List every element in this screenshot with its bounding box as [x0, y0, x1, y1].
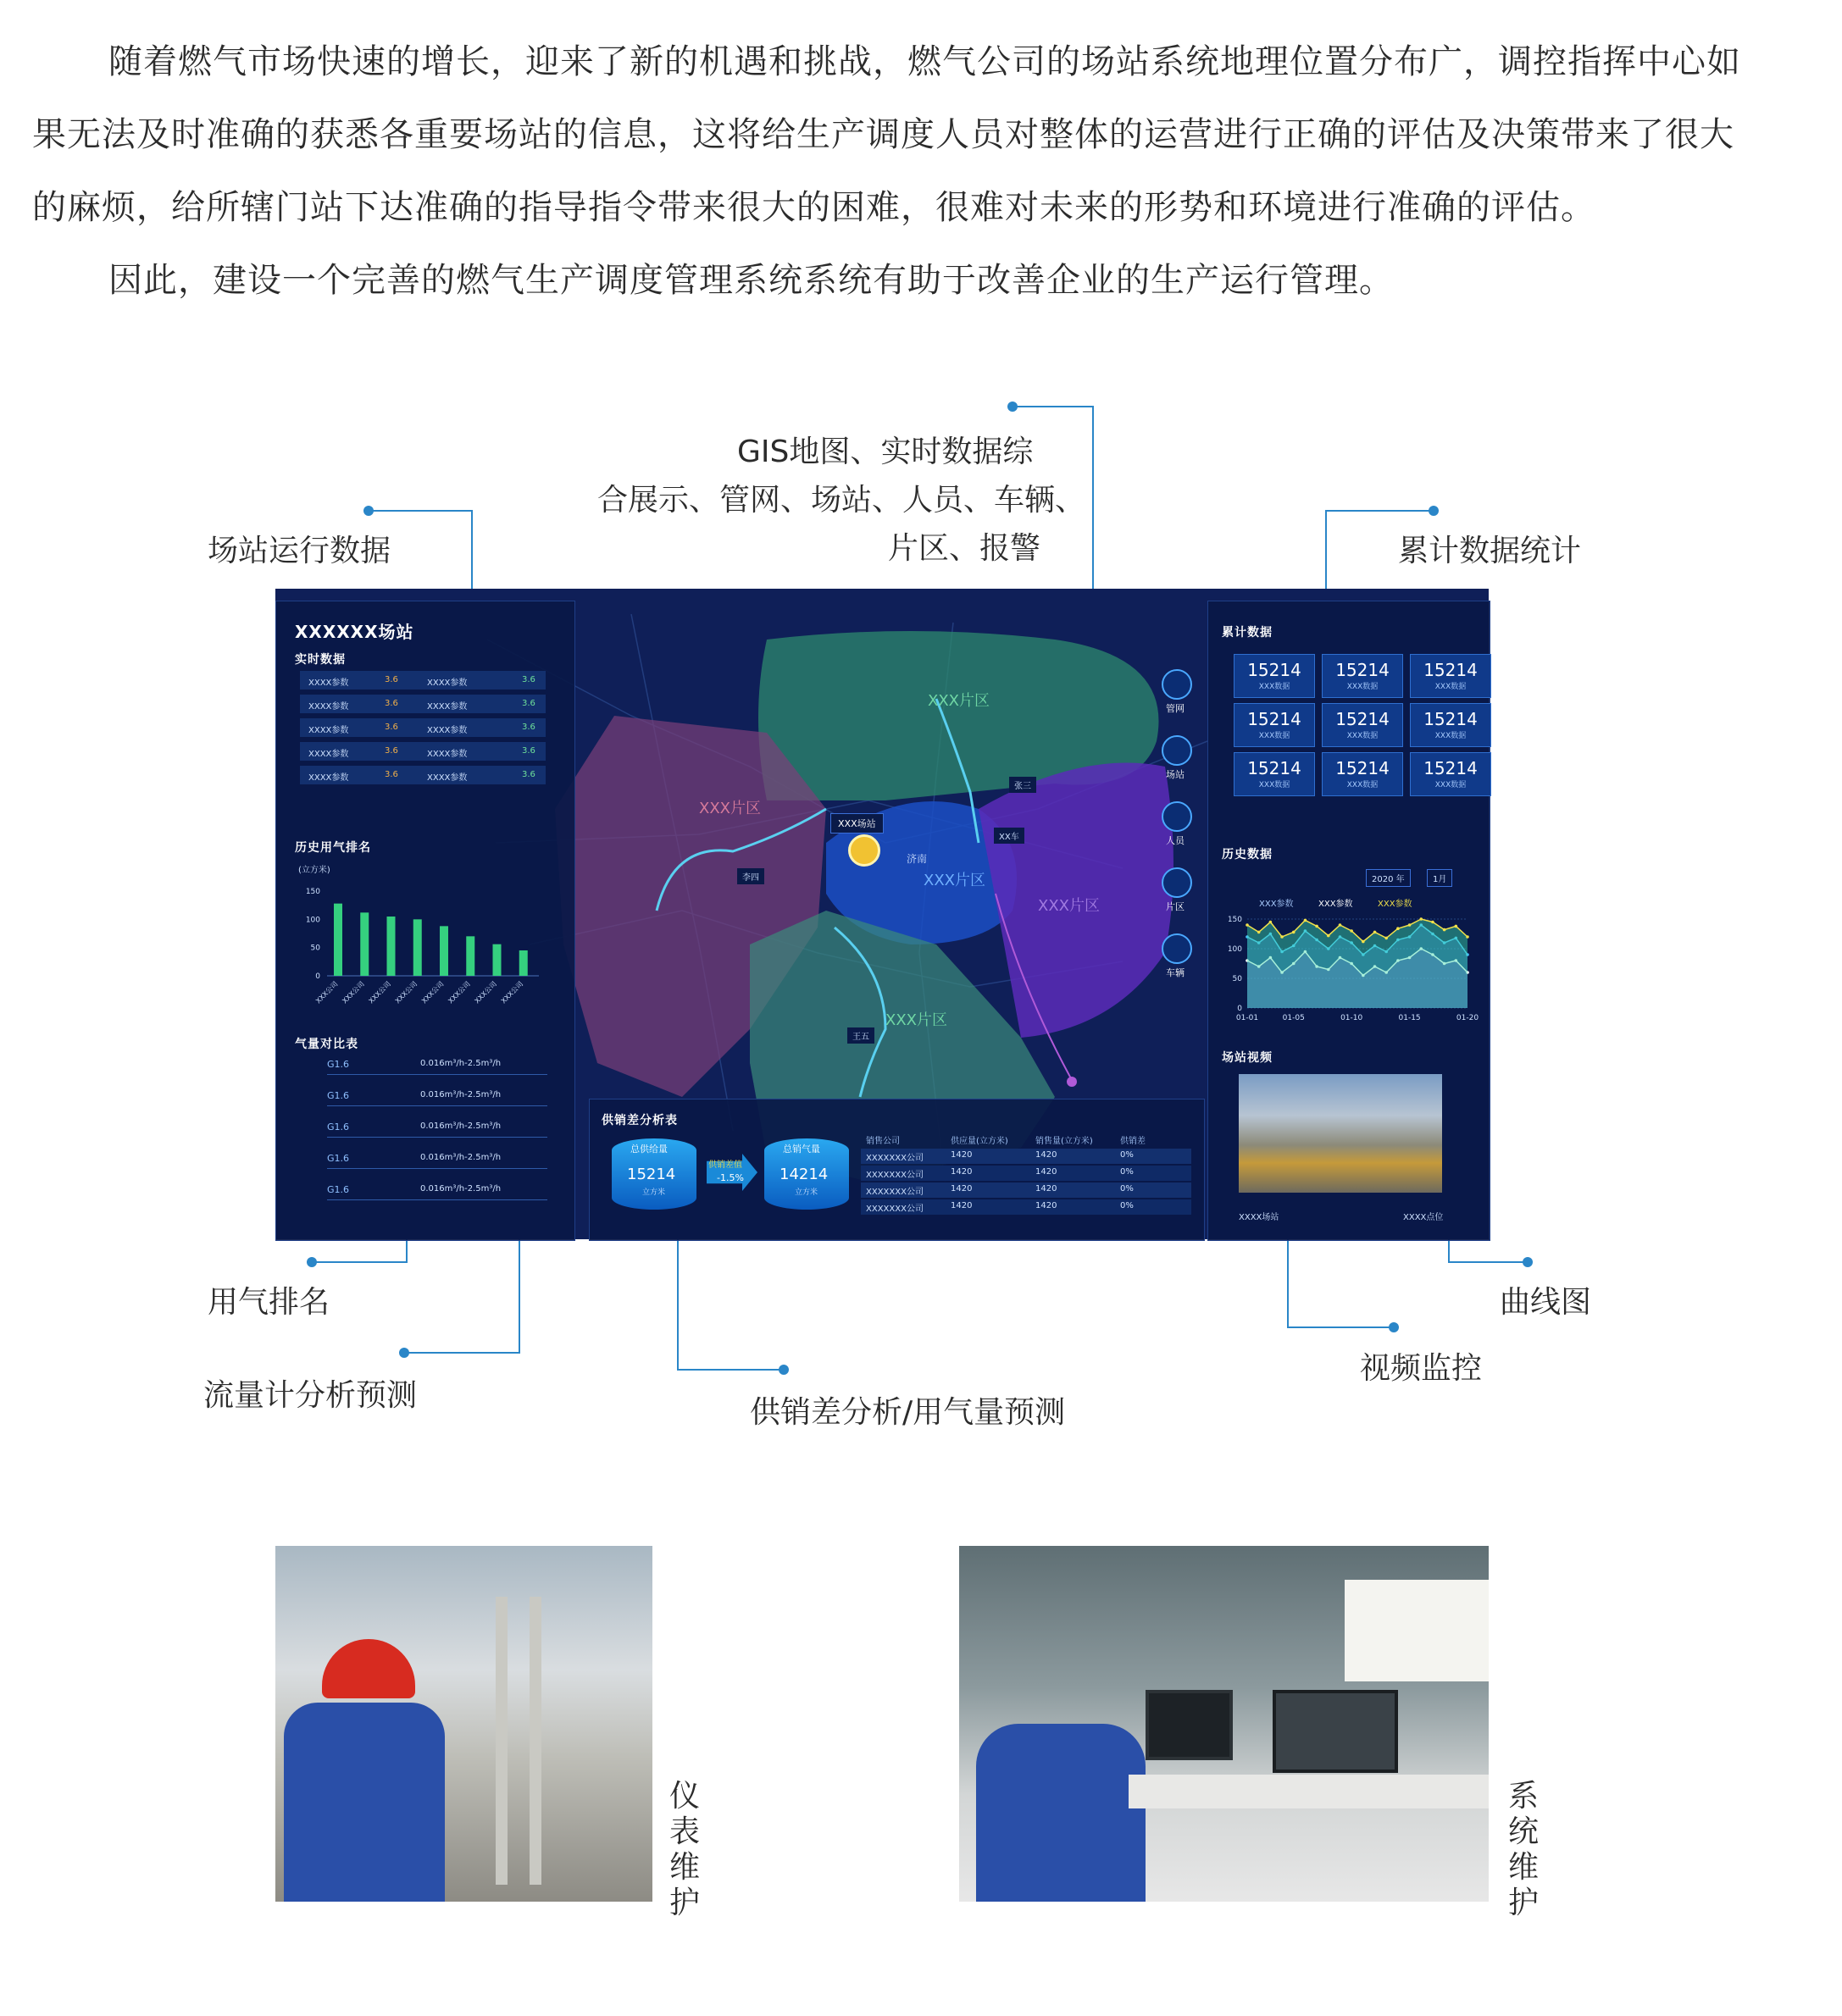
realtime-param: XXXX参数: [427, 773, 468, 783]
rank-x-tick: XXX公司: [367, 980, 392, 1005]
curve-point: [1327, 934, 1330, 938]
rank-y-tick: 0: [315, 972, 320, 981]
gas-range: 0.016m³/h-2.5m³/h: [420, 1090, 502, 1099]
gas-type: G1.6: [327, 1184, 350, 1195]
stat-label: XXX数据: [1258, 781, 1290, 789]
supply-table-cell: 1420: [1035, 1201, 1057, 1210]
gas-type: G1.6: [327, 1122, 350, 1133]
stat-value: 15214: [1247, 758, 1301, 778]
intro-paragraph-1: 随着燃气市场快速的增长，迎来了新的机遇和挑战，燃气公司的场站系统地理位置分布广，调控指挥中心如果无法及时准确的获悉各重要场站的信息，这将给生产调度人员对整体的运营进行正确的评估及决策带来了很大的麻烦，给所辖门站下达准确的指导指令带来很大的困难，很难对未来的形势和环境进行准确的评估。: [32, 42, 1741, 227]
curve-point: [1280, 935, 1284, 939]
stat-label: XXX数据: [1346, 781, 1379, 789]
rank-unit: (立方米): [298, 866, 330, 875]
gas-row-divider: [327, 1074, 547, 1075]
realtime-param: XXXX参数: [427, 726, 468, 735]
supply-panel: [589, 1099, 1205, 1241]
supply-table-header: 供销差: [1120, 1137, 1146, 1146]
right-panel: [1207, 601, 1490, 1241]
supply-unit: 立方米: [642, 1188, 666, 1197]
realtime-param: XXXX参数: [308, 773, 349, 783]
curve-point: [1396, 927, 1400, 930]
stat-value: 15214: [1423, 660, 1478, 680]
curve-x-tick: 01-01: [1235, 1014, 1259, 1022]
curve-y-tick: 100: [1227, 945, 1242, 954]
realtime-param: XXXX参数: [427, 702, 468, 712]
realtime-row: [300, 766, 546, 784]
realtime-value: 3.6: [522, 770, 535, 779]
intro-paragraph-2: 因此，建设一个完善的燃气生产调度管理系统系统有助于改善企业的生产运行管理。: [108, 261, 1394, 300]
curve-point: [1269, 921, 1273, 924]
history-line-chart: [1222, 908, 1479, 1027]
layer-button-label: 人员: [1166, 835, 1185, 846]
photo-instrument-maintenance: [275, 1546, 652, 1902]
map-person-3[interactable]: 张三: [1009, 777, 1036, 793]
callout-gis-1: GIS地图、实时数据综: [737, 435, 1034, 469]
supply-table-cell: 0%: [1120, 1150, 1134, 1160]
rank-bar: [387, 917, 396, 976]
realtime-param: XXXX参数: [427, 678, 468, 688]
photo-system-maintenance: [959, 1546, 1489, 1902]
map-vehicle-tag[interactable]: XX车: [994, 828, 1024, 844]
desk-shape: [1129, 1775, 1489, 1808]
rank-bar: [519, 950, 528, 976]
curve-x-tick: 01-05: [1282, 1014, 1305, 1022]
curve-y-tick: 50: [1232, 975, 1242, 983]
pipe-shape-2: [530, 1597, 541, 1885]
rank-x-tick: XXX公司: [420, 980, 446, 1005]
curve-point: [1466, 935, 1469, 939]
rank-bar-chart: [293, 872, 547, 1005]
supply-table-cell: 1420: [951, 1150, 973, 1160]
map-person-1[interactable]: 李四: [737, 868, 764, 884]
wall-sheet-shape: [1345, 1580, 1489, 1681]
supply-table-cell: XXXXXXX公司: [866, 1154, 924, 1163]
map-person-2[interactable]: 王五: [847, 1027, 874, 1044]
legend-2: XXX参数: [1318, 900, 1353, 909]
map-label-area-mid: XXX片区: [924, 872, 985, 889]
supply-table-cell: 1420: [951, 1184, 973, 1194]
caption-system: 系统维护: [1508, 1779, 1540, 1920]
stat-label: XXX数据: [1434, 683, 1467, 691]
callout-cumulative: 累计数据统计: [1398, 534, 1582, 568]
stat-card: [1410, 752, 1491, 796]
curve-x-tick: 01-20: [1456, 1014, 1479, 1022]
realtime-param: XXXX参数: [427, 750, 468, 759]
hard-hat-icon: [322, 1639, 415, 1698]
realtime-param: XXXX参数: [308, 702, 349, 712]
curve-point: [1362, 940, 1365, 944]
sales-unit: 立方米: [795, 1188, 818, 1197]
curve-y-tick: 150: [1227, 916, 1242, 924]
station-title: XXXXXX场站: [295, 622, 414, 642]
realtime-param: XXXX参数: [308, 726, 349, 735]
stat-value: 15214: [1335, 758, 1390, 778]
curve-point: [1246, 923, 1249, 927]
stat-label: XXX数据: [1346, 732, 1379, 740]
rank-x-tick: XXX公司: [447, 980, 472, 1005]
rank-x-tick: XXX公司: [314, 980, 340, 1005]
map-label-area-right: XXX片区: [1038, 897, 1100, 915]
layer-button-label: 车辆: [1166, 967, 1185, 978]
supply-table-cell: XXXXXXX公司: [866, 1188, 924, 1197]
stat-card: [1322, 654, 1403, 698]
layer-button-label: 片区: [1166, 901, 1185, 912]
sales-total-label: 总销气量: [783, 1144, 820, 1155]
map-city-label: 济南: [907, 853, 928, 865]
supply-table-cell: 1420: [951, 1201, 973, 1210]
gas-range: 0.016m³/h-2.5m³/h: [420, 1059, 502, 1068]
legend-1: XXX参数: [1259, 900, 1294, 909]
history-data-title: 历史数据: [1222, 848, 1273, 861]
realtime-row: [300, 742, 546, 761]
rank-bar: [413, 919, 422, 976]
stat-value: 15214: [1247, 709, 1301, 729]
realtime-row: [300, 695, 546, 713]
supply-total-value: 15214: [627, 1166, 676, 1183]
video-right-label: XXXX点位: [1403, 1213, 1444, 1222]
curve-point: [1315, 925, 1318, 928]
curve-point: [1350, 929, 1353, 933]
callout-gis-2: 合展示、管网、场站、人员、车辆、: [597, 483, 1086, 518]
realtime-title: 实时数据: [295, 653, 346, 667]
supply-table-cell: 1420: [1035, 1150, 1057, 1160]
realtime-param: XXXX参数: [308, 678, 349, 688]
stat-card: [1322, 752, 1403, 796]
gas-type: G1.6: [327, 1059, 350, 1070]
callout-supply-sales: 供销差分析/用气量预测: [750, 1395, 1066, 1430]
curve-point: [1419, 917, 1423, 921]
video-left-label: XXXX场站: [1239, 1213, 1279, 1222]
rank-bar: [360, 912, 369, 976]
layer-button-0[interactable]: [1162, 669, 1192, 700]
callout-video: 视频监控: [1360, 1351, 1483, 1386]
gas-range: 0.016m³/h-2.5m³/h: [420, 1153, 502, 1162]
supply-table-cell: 1420: [1035, 1167, 1057, 1177]
realtime-value: 3.6: [385, 699, 398, 708]
stat-card: [1234, 703, 1315, 747]
supply-table-cell: 0%: [1120, 1201, 1134, 1210]
realtime-value: 3.6: [522, 675, 535, 684]
month-select[interactable]: 1月: [1427, 869, 1452, 887]
video-title: 场站视频: [1222, 1051, 1273, 1065]
supply-table-cell: 0%: [1120, 1184, 1134, 1194]
callout-ranking: 用气排名: [208, 1285, 330, 1320]
supply-total-label: 总供给量: [630, 1144, 668, 1155]
stat-value: 15214: [1335, 709, 1390, 729]
realtime-value: 3.6: [522, 723, 535, 732]
stat-card: [1322, 703, 1403, 747]
realtime-param: XXXX参数: [308, 750, 349, 759]
sales-total-value: 14214: [780, 1166, 829, 1183]
station-marker-icon[interactable]: [848, 834, 880, 867]
supply-table-cell: 1420: [951, 1167, 973, 1177]
gas-type: G1.6: [327, 1153, 350, 1164]
layer-button-label: 场站: [1166, 769, 1185, 780]
curve-x-tick: 01-10: [1340, 1014, 1363, 1022]
gas-row-divider: [327, 1199, 547, 1200]
supply-table-cell: 0%: [1120, 1167, 1134, 1177]
callout-curve: 曲线图: [1500, 1285, 1592, 1320]
video-feed[interactable]: [1239, 1074, 1442, 1193]
stat-label: XXX数据: [1258, 732, 1290, 740]
caption-instrument: 仪表维护: [669, 1779, 701, 1920]
curve-y-tick: 0: [1237, 1005, 1242, 1013]
supply-table-header: 销售量(立方米): [1035, 1137, 1093, 1146]
curve-point: [1455, 925, 1458, 928]
rank-bar: [493, 944, 502, 976]
curve-point: [1304, 919, 1307, 922]
diff-label: 供销差值: [708, 1160, 742, 1170]
gas-compare-title: 气量对比表: [295, 1038, 358, 1051]
stat-label: XXX数据: [1346, 683, 1379, 691]
realtime-value: 3.6: [385, 675, 398, 684]
realtime-value: 3.6: [385, 770, 398, 779]
stat-value: 15214: [1423, 709, 1478, 729]
curve-point: [1373, 931, 1377, 934]
realtime-value: 3.6: [385, 723, 398, 732]
realtime-value: 3.6: [522, 746, 535, 756]
rank-y-tick: 150: [305, 888, 320, 896]
rank-bar: [334, 904, 342, 976]
curve-point: [1339, 923, 1342, 927]
operator-figure: [976, 1724, 1146, 1902]
layer-button-1[interactable]: [1162, 735, 1192, 766]
monitor-shape: [1146, 1690, 1233, 1760]
rank-bar: [466, 936, 474, 976]
layer-button-4[interactable]: [1162, 933, 1192, 964]
curve-area: [1247, 919, 1467, 1008]
supply-title: 供销差分析表: [602, 1114, 678, 1127]
stat-card: [1234, 654, 1315, 698]
rank-x-tick: XXX公司: [473, 980, 498, 1005]
curve-point: [1443, 928, 1446, 932]
layer-button-3[interactable]: [1162, 867, 1192, 898]
cumulative-title: 累计数据: [1222, 626, 1273, 640]
supply-table-cell: 1420: [1035, 1184, 1057, 1194]
curve-point: [1257, 931, 1261, 934]
layer-button-2[interactable]: [1162, 801, 1192, 832]
rank-y-tick: 50: [310, 944, 320, 953]
stat-value: 15214: [1335, 660, 1390, 680]
realtime-row: [300, 671, 546, 690]
layer-button-label: 管网: [1166, 703, 1185, 714]
supply-table-cell: XXXXXXX公司: [866, 1171, 924, 1180]
legend-3: XXX参数: [1378, 900, 1412, 909]
callout-station-data: 场站运行数据: [208, 534, 391, 568]
left-panel: [275, 601, 575, 1241]
curve-point: [1292, 931, 1296, 934]
map-label-area-top: XXX片区: [928, 692, 990, 710]
pipe-shape: [496, 1597, 508, 1885]
diff-value: -1.5%: [717, 1172, 744, 1183]
gas-row-divider: [327, 1137, 547, 1138]
realtime-row: [300, 718, 546, 737]
realtime-value: 3.6: [522, 699, 535, 708]
rank-bar: [440, 926, 448, 976]
rank-x-tick: XXX公司: [341, 980, 366, 1005]
gas-type: G1.6: [327, 1090, 350, 1101]
curve-x-tick: 01-15: [1398, 1014, 1421, 1022]
supply-table-cell: XXXXXXX公司: [866, 1205, 924, 1214]
callout-flowmeter: 流量计分析预测: [203, 1378, 418, 1413]
gas-range: 0.016m³/h-2.5m³/h: [420, 1184, 502, 1194]
map-station-tag[interactable]: XXX场站: [830, 813, 884, 834]
realtime-value: 3.6: [385, 746, 398, 756]
supply-table-header: 供应量(立方米): [951, 1137, 1008, 1146]
dashboard-screenshot: [275, 589, 1489, 1239]
supply-table-header: 销售公司: [866, 1137, 900, 1146]
stat-label: XXX数据: [1434, 781, 1467, 789]
callout-gis-3: 片区、报警: [888, 531, 1041, 566]
gas-row-divider: [327, 1105, 547, 1106]
history-rank-title: 历史用气排名: [295, 841, 371, 855]
stat-card: [1410, 703, 1491, 747]
rank-x-tick: XXX公司: [393, 980, 419, 1005]
worker-figure: [284, 1703, 445, 1902]
stat-card: [1234, 752, 1315, 796]
curve-point: [1431, 921, 1434, 924]
gas-row-divider: [327, 1168, 547, 1169]
stat-label: XXX数据: [1258, 683, 1290, 691]
curve-point: [1408, 923, 1412, 927]
gas-range: 0.016m³/h-2.5m³/h: [420, 1122, 502, 1131]
stat-value: 15214: [1247, 660, 1301, 680]
rank-x-tick: XXX公司: [499, 980, 525, 1005]
stat-value: 15214: [1423, 758, 1478, 778]
curve-point: [1384, 937, 1388, 940]
stat-card: [1410, 654, 1491, 698]
stat-label: XXX数据: [1434, 732, 1467, 740]
map-label-area-bottom: XXX片区: [885, 1011, 947, 1029]
rank-y-tick: 100: [305, 916, 320, 925]
year-select[interactable]: 2020 年: [1366, 869, 1411, 887]
monitor-shape-2: [1273, 1690, 1398, 1773]
map-label-area-left: XXX片区: [699, 800, 761, 817]
